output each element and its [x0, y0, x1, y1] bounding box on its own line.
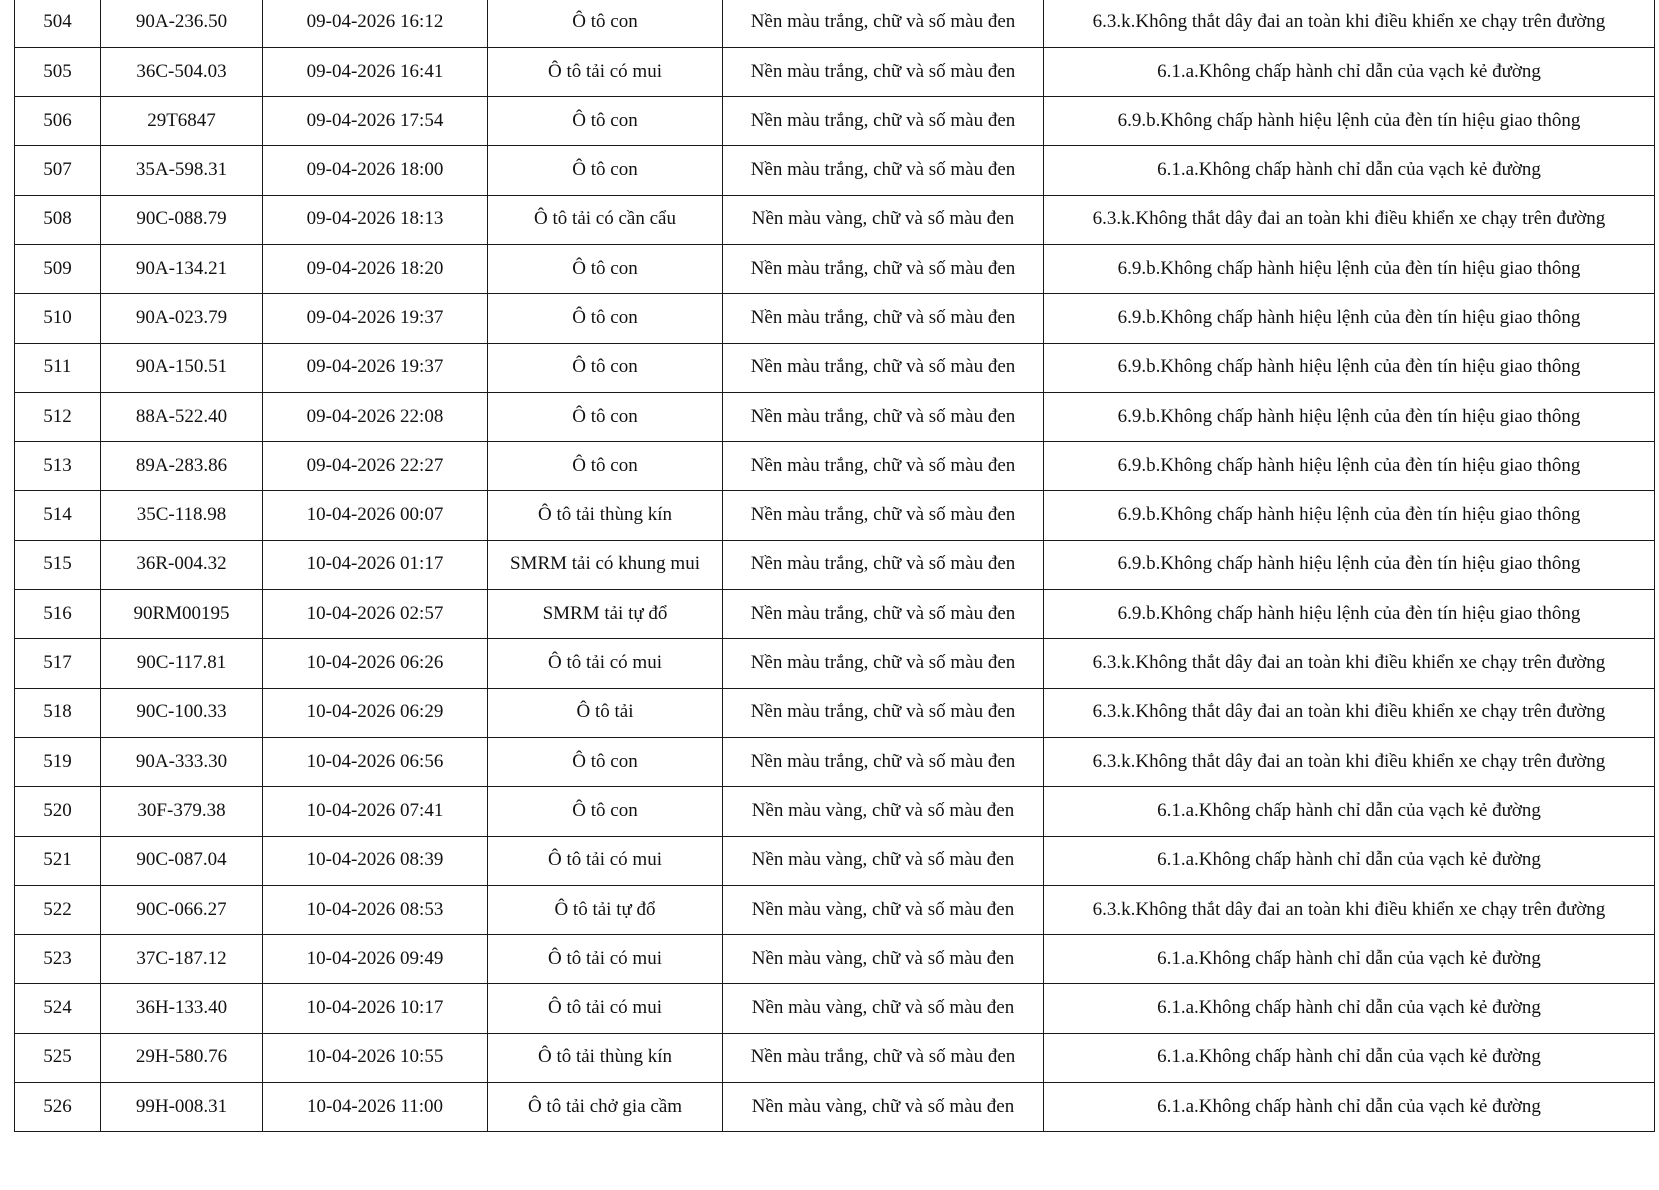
datetime-cell: 09-04-2026 18:13	[263, 195, 488, 244]
table-row	[15, 392, 1655, 441]
row-number-cell: 517	[15, 639, 101, 688]
datetime-cell: 09-04-2026 19:37	[263, 343, 488, 392]
plate-color-cell: Nền màu trắng, chữ và số màu đen	[723, 688, 1044, 737]
datetime-cell: 10-04-2026 00:07	[263, 491, 488, 540]
vehicle-type-cell: Ô tô con	[488, 294, 723, 343]
table-row	[15, 787, 1655, 836]
row-number-cell: 519	[15, 737, 101, 786]
table-row	[15, 1033, 1655, 1082]
vehicle-type-cell: Ô tô con	[488, 737, 723, 786]
table-row	[15, 737, 1655, 786]
violation-cell: 6.9.b.Không chấp hành hiệu lệnh của đèn tín hiệu giao thông	[1044, 491, 1655, 540]
plate-number-cell: 36R-004.32	[101, 540, 263, 589]
vehicle-type-cell: Ô tô con	[488, 244, 723, 293]
vehicle-type-cell: Ô tô con	[488, 787, 723, 836]
row-number-cell: 507	[15, 146, 101, 195]
table-row	[15, 688, 1655, 737]
violation-cell: 6.9.b.Không chấp hành hiệu lệnh của đèn tín hiệu giao thông	[1044, 343, 1655, 392]
violation-cell: 6.1.a.Không chấp hành chỉ dẫn của vạch kẻ đường	[1044, 1083, 1655, 1132]
violation-cell: 6.1.a.Không chấp hành chỉ dẫn của vạch kẻ đường	[1044, 984, 1655, 1033]
plate-number-cell: 36H-133.40	[101, 984, 263, 1033]
violation-cell: 6.1.a.Không chấp hành chỉ dẫn của vạch kẻ đường	[1044, 836, 1655, 885]
row-number-cell: 526	[15, 1083, 101, 1132]
plate-color-cell: Nền màu trắng, chữ và số màu đen	[723, 343, 1044, 392]
plate-number-cell: 36C-504.03	[101, 47, 263, 96]
datetime-cell: 10-04-2026 06:26	[263, 639, 488, 688]
vehicle-type-cell: Ô tô tải có cần cẩu	[488, 195, 723, 244]
vehicle-type-cell: Ô tô con	[488, 0, 723, 47]
violation-cell: 6.1.a.Không chấp hành chỉ dẫn của vạch kẻ đường	[1044, 787, 1655, 836]
vehicle-type-cell: Ô tô tải	[488, 688, 723, 737]
plate-number-cell: 29T6847	[101, 97, 263, 146]
row-number-cell: 514	[15, 491, 101, 540]
plate-number-cell: 90A-023.79	[101, 294, 263, 343]
table-row	[15, 442, 1655, 491]
row-number-cell: 522	[15, 885, 101, 934]
datetime-cell: 09-04-2026 18:20	[263, 244, 488, 293]
vehicle-type-cell: Ô tô tải có mui	[488, 836, 723, 885]
plate-color-cell: Nền màu trắng, chữ và số màu đen	[723, 491, 1044, 540]
table-row	[15, 1083, 1655, 1132]
violation-cell: 6.3.k.Không thắt dây đai an toàn khi điều khiển xe chạy trên đường	[1044, 639, 1655, 688]
vehicle-type-cell: Ô tô con	[488, 97, 723, 146]
datetime-cell: 09-04-2026 18:00	[263, 146, 488, 195]
violation-cell: 6.1.a.Không chấp hành chỉ dẫn của vạch kẻ đường	[1044, 47, 1655, 96]
violation-cell: 6.3.k.Không thắt dây đai an toàn khi điều khiển xe chạy trên đường	[1044, 195, 1655, 244]
violation-cell: 6.3.k.Không thắt dây đai an toàn khi điều khiển xe chạy trên đường	[1044, 0, 1655, 47]
plate-number-cell: 90RM00195	[101, 590, 263, 639]
row-number-cell: 510	[15, 294, 101, 343]
vehicle-type-cell: Ô tô con	[488, 343, 723, 392]
vehicle-type-cell: Ô tô tải có mui	[488, 639, 723, 688]
row-number-cell: 512	[15, 392, 101, 441]
vehicle-type-cell: Ô tô tải có mui	[488, 984, 723, 1033]
vehicle-type-cell: SMRM tải có khung mui	[488, 540, 723, 589]
row-number-cell: 506	[15, 97, 101, 146]
table-row	[15, 47, 1655, 96]
table-row	[15, 244, 1655, 293]
row-number-cell: 513	[15, 442, 101, 491]
row-number-cell: 525	[15, 1033, 101, 1082]
table-row	[15, 294, 1655, 343]
plate-color-cell: Nền màu trắng, chữ và số màu đen	[723, 392, 1044, 441]
plate-color-cell: Nền màu trắng, chữ và số màu đen	[723, 97, 1044, 146]
plate-number-cell: 88A-522.40	[101, 392, 263, 441]
violation-cell: 6.9.b.Không chấp hành hiệu lệnh của đèn tín hiệu giao thông	[1044, 540, 1655, 589]
plate-color-cell: Nền màu trắng, chữ và số màu đen	[723, 146, 1044, 195]
plate-color-cell: Nền màu vàng, chữ và số màu đen	[723, 984, 1044, 1033]
plate-color-cell: Nền màu trắng, chữ và số màu đen	[723, 244, 1044, 293]
row-number-cell: 511	[15, 343, 101, 392]
plate-number-cell: 90C-087.04	[101, 836, 263, 885]
violation-cell: 6.9.b.Không chấp hành hiệu lệnh của đèn tín hiệu giao thông	[1044, 392, 1655, 441]
datetime-cell: 10-04-2026 08:53	[263, 885, 488, 934]
plate-number-cell: 90A-134.21	[101, 244, 263, 293]
violation-cell: 6.1.a.Không chấp hành chỉ dẫn của vạch kẻ đường	[1044, 1033, 1655, 1082]
violation-cell: 6.9.b.Không chấp hành hiệu lệnh của đèn tín hiệu giao thông	[1044, 442, 1655, 491]
row-number-cell: 505	[15, 47, 101, 96]
violations-table-body	[15, 0, 1655, 1132]
violation-cell: 6.9.b.Không chấp hành hiệu lệnh của đèn tín hiệu giao thông	[1044, 244, 1655, 293]
row-number-cell: 516	[15, 590, 101, 639]
plate-color-cell: Nền màu trắng, chữ và số màu đen	[723, 1033, 1044, 1082]
vehicle-type-cell: Ô tô tải thùng kín	[488, 1033, 723, 1082]
violation-cell: 6.1.a.Không chấp hành chỉ dẫn của vạch kẻ đường	[1044, 935, 1655, 984]
datetime-cell: 10-04-2026 01:17	[263, 540, 488, 589]
plate-color-cell: Nền màu trắng, chữ và số màu đen	[723, 0, 1044, 47]
plate-number-cell: 90A-333.30	[101, 737, 263, 786]
plate-number-cell: 89A-283.86	[101, 442, 263, 491]
violation-cell: 6.3.k.Không thắt dây đai an toàn khi điều khiển xe chạy trên đường	[1044, 737, 1655, 786]
datetime-cell: 10-04-2026 09:49	[263, 935, 488, 984]
vehicle-type-cell: Ô tô con	[488, 442, 723, 491]
datetime-cell: 09-04-2026 16:41	[263, 47, 488, 96]
datetime-cell: 10-04-2026 06:56	[263, 737, 488, 786]
plate-color-cell: Nền màu vàng, chữ và số màu đen	[723, 935, 1044, 984]
violation-cell: 6.9.b.Không chấp hành hiệu lệnh của đèn tín hiệu giao thông	[1044, 294, 1655, 343]
table-row	[15, 885, 1655, 934]
plate-number-cell: 37C-187.12	[101, 935, 263, 984]
vehicle-type-cell: Ô tô con	[488, 146, 723, 195]
plate-color-cell: Nền màu trắng, chữ và số màu đen	[723, 540, 1044, 589]
violation-cell: 6.3.k.Không thắt dây đai an toàn khi điều khiển xe chạy trên đường	[1044, 688, 1655, 737]
table-row	[15, 146, 1655, 195]
plate-number-cell: 90A-236.50	[101, 0, 263, 47]
table-row	[15, 491, 1655, 540]
vehicle-type-cell: Ô tô tải thùng kín	[488, 491, 723, 540]
plate-color-cell: Nền màu vàng, chữ và số màu đen	[723, 836, 1044, 885]
table-row	[15, 984, 1655, 1033]
row-number-cell: 508	[15, 195, 101, 244]
plate-number-cell: 90C-066.27	[101, 885, 263, 934]
violations-table	[14, 0, 1655, 1132]
vehicle-type-cell: Ô tô tải chở gia cầm	[488, 1083, 723, 1132]
vehicle-type-cell: SMRM tải tự đổ	[488, 590, 723, 639]
plate-number-cell: 90C-117.81	[101, 639, 263, 688]
datetime-cell: 10-04-2026 08:39	[263, 836, 488, 885]
plate-color-cell: Nền màu trắng, chữ và số màu đen	[723, 294, 1044, 343]
datetime-cell: 10-04-2026 10:55	[263, 1033, 488, 1082]
vehicle-type-cell: Ô tô tải có mui	[488, 935, 723, 984]
row-number-cell: 515	[15, 540, 101, 589]
datetime-cell: 10-04-2026 10:17	[263, 984, 488, 1033]
violation-cell: 6.1.a.Không chấp hành chỉ dẫn của vạch kẻ đường	[1044, 146, 1655, 195]
violation-cell: 6.9.b.Không chấp hành hiệu lệnh của đèn tín hiệu giao thông	[1044, 590, 1655, 639]
row-number-cell: 509	[15, 244, 101, 293]
plate-number-cell: 99H-008.31	[101, 1083, 263, 1132]
plate-number-cell: 90A-150.51	[101, 343, 263, 392]
row-number-cell: 518	[15, 688, 101, 737]
plate-number-cell: 30F-379.38	[101, 787, 263, 836]
plate-number-cell: 35A-598.31	[101, 146, 263, 195]
row-number-cell: 524	[15, 984, 101, 1033]
plate-color-cell: Nền màu vàng, chữ và số màu đen	[723, 885, 1044, 934]
datetime-cell: 09-04-2026 16:12	[263, 0, 488, 47]
row-number-cell: 521	[15, 836, 101, 885]
violation-cell: 6.3.k.Không thắt dây đai an toàn khi điều khiển xe chạy trên đường	[1044, 885, 1655, 934]
plate-color-cell: Nền màu trắng, chữ và số màu đen	[723, 47, 1044, 96]
table-row	[15, 540, 1655, 589]
row-number-cell: 523	[15, 935, 101, 984]
vehicle-type-cell: Ô tô tải tự đổ	[488, 885, 723, 934]
datetime-cell: 10-04-2026 07:41	[263, 787, 488, 836]
table-row	[15, 0, 1655, 47]
table-row	[15, 639, 1655, 688]
plate-number-cell: 29H-580.76	[101, 1033, 263, 1082]
plate-color-cell: Nền màu trắng, chữ và số màu đen	[723, 590, 1044, 639]
plate-number-cell: 35C-118.98	[101, 491, 263, 540]
plate-color-cell: Nền màu trắng, chữ và số màu đen	[723, 442, 1044, 491]
table-row	[15, 97, 1655, 146]
datetime-cell: 10-04-2026 06:29	[263, 688, 488, 737]
violation-cell: 6.9.b.Không chấp hành hiệu lệnh của đèn tín hiệu giao thông	[1044, 97, 1655, 146]
plate-number-cell: 90C-100.33	[101, 688, 263, 737]
datetime-cell: 09-04-2026 17:54	[263, 97, 488, 146]
datetime-cell: 09-04-2026 19:37	[263, 294, 488, 343]
datetime-cell: 09-04-2026 22:27	[263, 442, 488, 491]
plate-color-cell: Nền màu trắng, chữ và số màu đen	[723, 737, 1044, 786]
table-row	[15, 590, 1655, 639]
table-row	[15, 836, 1655, 885]
plate-number-cell: 90C-088.79	[101, 195, 263, 244]
table-row	[15, 343, 1655, 392]
datetime-cell: 09-04-2026 22:08	[263, 392, 488, 441]
table-row	[15, 935, 1655, 984]
vehicle-type-cell: Ô tô tải có mui	[488, 47, 723, 96]
datetime-cell: 10-04-2026 02:57	[263, 590, 488, 639]
datetime-cell: 10-04-2026 11:00	[263, 1083, 488, 1132]
plate-color-cell: Nền màu vàng, chữ và số màu đen	[723, 195, 1044, 244]
plate-color-cell: Nền màu vàng, chữ và số màu đen	[723, 787, 1044, 836]
row-number-cell: 504	[15, 0, 101, 47]
plate-color-cell: Nền màu trắng, chữ và số màu đen	[723, 639, 1044, 688]
table-row	[15, 195, 1655, 244]
row-number-cell: 520	[15, 787, 101, 836]
vehicle-type-cell: Ô tô con	[488, 392, 723, 441]
plate-color-cell: Nền màu vàng, chữ và số màu đen	[723, 1083, 1044, 1132]
